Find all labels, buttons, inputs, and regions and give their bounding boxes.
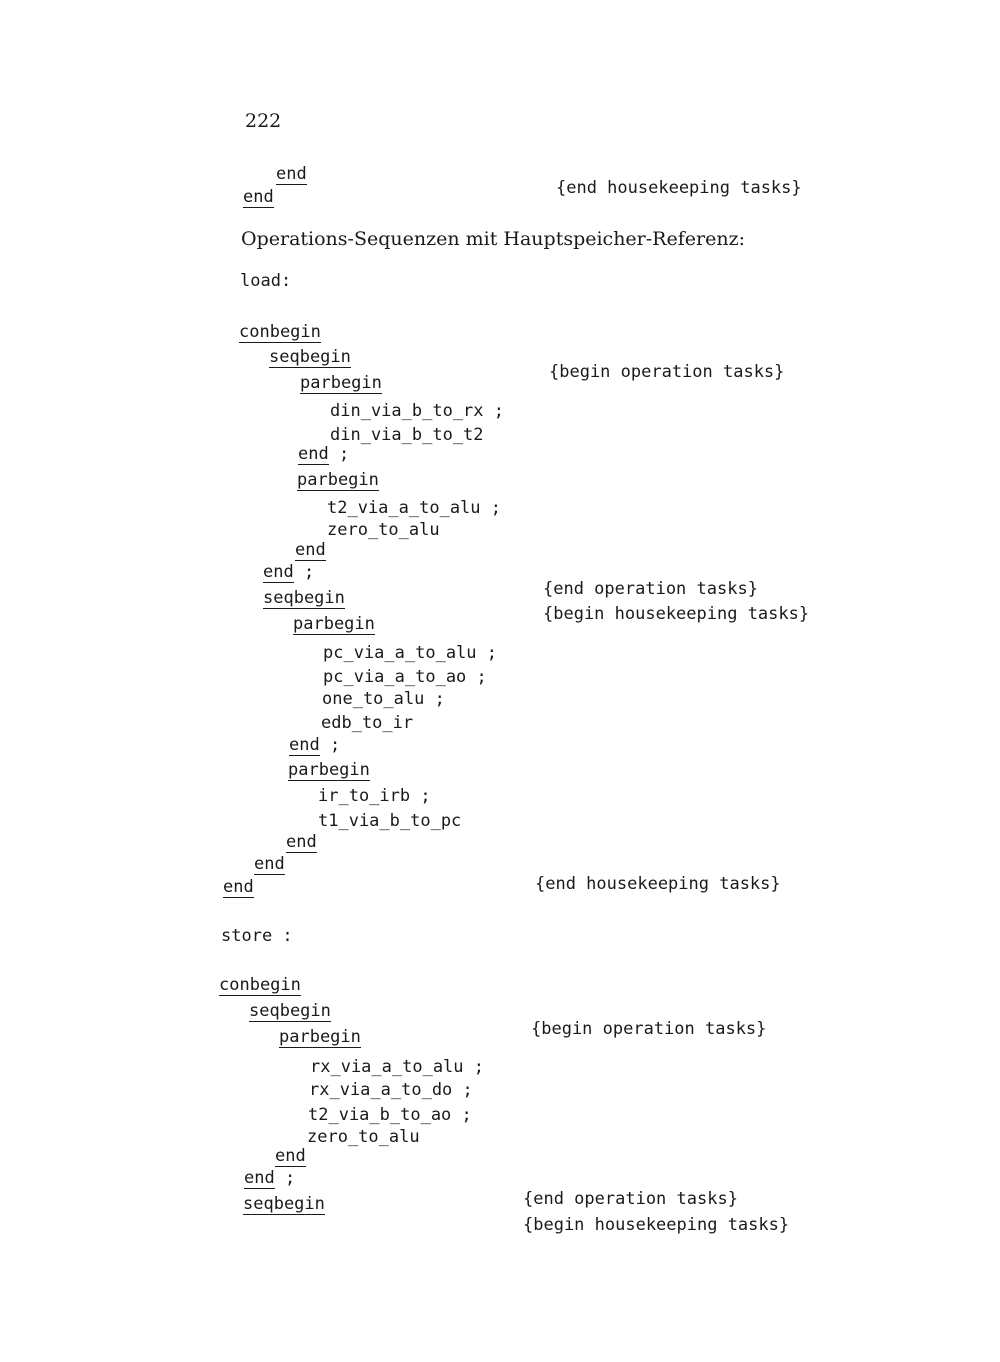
separator: ; bbox=[338, 444, 350, 464]
code-line-operation bbox=[327, 522, 440, 539]
keyword-conbegin: conbegin bbox=[219, 975, 301, 995]
code-line-conbegin bbox=[239, 324, 321, 343]
comment-end-operation: {end operation tasks} bbox=[543, 579, 758, 599]
operation: t2_via_a_to_alu bbox=[327, 498, 481, 518]
keyword-end: end bbox=[244, 1168, 275, 1188]
code-line-end bbox=[243, 189, 274, 208]
label-store: store : bbox=[221, 926, 293, 946]
code-line-operation bbox=[323, 669, 487, 686]
code-line-parbegin bbox=[288, 762, 370, 781]
operation: zero_to_alu bbox=[327, 520, 440, 540]
operation: pc_via_a_to_alu bbox=[323, 643, 477, 663]
code-line-conbegin bbox=[219, 977, 301, 996]
code-line-end bbox=[286, 834, 317, 853]
keyword-seqbegin: seqbegin bbox=[263, 588, 345, 608]
code-line-operation bbox=[322, 691, 445, 708]
operation: edb_to_ir bbox=[321, 713, 414, 733]
keyword-parbegin: parbegin bbox=[293, 614, 375, 634]
separator: ; bbox=[476, 667, 487, 687]
code-line-end bbox=[276, 166, 307, 185]
page-number: 222 bbox=[245, 110, 282, 132]
code-line-operation bbox=[309, 1082, 473, 1099]
keyword-conbegin: conbegin bbox=[239, 322, 321, 342]
separator: ; bbox=[490, 498, 502, 518]
comment-begin-operation: {begin operation tasks} bbox=[549, 362, 785, 382]
comment-end-housekeeping: {end housekeeping tasks} bbox=[556, 178, 802, 198]
separator: ; bbox=[420, 786, 431, 806]
keyword-seqbegin: seqbegin bbox=[243, 1194, 325, 1214]
comment-end-operation: {end operation tasks} bbox=[523, 1189, 738, 1209]
code-line-end bbox=[254, 856, 285, 875]
code-line-end bbox=[295, 542, 326, 561]
comment-begin-housekeeping: {begin housekeeping tasks} bbox=[543, 604, 810, 624]
operation: t1_via_b_to_pc bbox=[318, 811, 462, 831]
operation: rx_via_a_to_alu bbox=[310, 1057, 464, 1077]
keyword-end: end bbox=[298, 444, 329, 464]
code-line-end bbox=[289, 737, 340, 756]
operation: din_via_b_to_t2 bbox=[330, 425, 484, 445]
code-line-end bbox=[223, 879, 254, 898]
keyword-end: end bbox=[289, 735, 320, 755]
code-line-seqbegin bbox=[243, 1196, 325, 1215]
keyword-end: end bbox=[286, 832, 317, 852]
code-line-operation bbox=[323, 645, 497, 662]
code-line-seqbegin bbox=[269, 349, 351, 368]
keyword-end: end bbox=[275, 1146, 306, 1166]
keyword-seqbegin: seqbegin bbox=[249, 1001, 331, 1021]
operation: ir_to_irb bbox=[318, 786, 411, 806]
keyword-parbegin: parbegin bbox=[300, 373, 382, 393]
keyword-end: end bbox=[243, 187, 274, 207]
operation: t2_via_b_to_ao bbox=[308, 1105, 452, 1125]
code-line-parbegin bbox=[300, 375, 382, 394]
code-line-end bbox=[263, 564, 314, 583]
operation: rx_via_a_to_do bbox=[309, 1080, 453, 1100]
code-line-parbegin bbox=[297, 472, 379, 491]
code-line-operation bbox=[321, 715, 413, 732]
code-line-end bbox=[275, 1148, 306, 1167]
section-heading: Operations-Sequenzen mit Hauptspeicher-Referenz: bbox=[241, 228, 745, 250]
keyword-end: end bbox=[263, 562, 294, 582]
keyword-parbegin: parbegin bbox=[288, 760, 370, 780]
label-load: load: bbox=[240, 271, 292, 291]
keyword-end: end bbox=[295, 540, 326, 560]
code-line-operation bbox=[318, 813, 461, 830]
comment-begin-operation: {begin operation tasks} bbox=[531, 1019, 767, 1039]
keyword-parbegin: parbegin bbox=[279, 1027, 361, 1047]
code-line-parbegin bbox=[279, 1029, 361, 1048]
code-line-seqbegin bbox=[263, 590, 345, 609]
operation: din_via_b_to_rx bbox=[330, 401, 484, 421]
separator: ; bbox=[329, 735, 341, 755]
code-line-operation bbox=[307, 1129, 420, 1146]
separator: ; bbox=[461, 1105, 472, 1125]
keyword-end: end bbox=[254, 854, 285, 874]
code-line-seqbegin bbox=[249, 1003, 331, 1022]
code-line-operation bbox=[308, 1107, 472, 1124]
separator: ; bbox=[434, 689, 445, 709]
code-line-operation bbox=[327, 500, 501, 517]
keyword-end: end bbox=[276, 164, 307, 184]
code-line-operation bbox=[318, 788, 431, 805]
code-line-operation bbox=[330, 403, 504, 420]
separator: ; bbox=[473, 1057, 485, 1077]
separator: ; bbox=[462, 1080, 473, 1100]
keyword-parbegin: parbegin bbox=[297, 470, 379, 490]
separator: ; bbox=[284, 1168, 296, 1188]
separator: ; bbox=[303, 562, 315, 582]
code-line-end bbox=[298, 446, 349, 465]
code-line-parbegin bbox=[293, 616, 375, 635]
separator: ; bbox=[493, 401, 505, 421]
separator: ; bbox=[486, 643, 498, 663]
operation: one_to_alu bbox=[322, 689, 425, 709]
comment-end-housekeeping: {end housekeeping tasks} bbox=[535, 874, 781, 894]
code-line-operation bbox=[310, 1059, 484, 1076]
keyword-seqbegin: seqbegin bbox=[269, 347, 351, 367]
code-line-end bbox=[244, 1170, 295, 1189]
code-line-operation bbox=[330, 427, 484, 444]
keyword-end: end bbox=[223, 877, 254, 897]
operation: pc_via_a_to_ao bbox=[323, 667, 467, 687]
comment-begin-housekeeping: {begin housekeeping tasks} bbox=[523, 1215, 790, 1235]
operation: zero_to_alu bbox=[307, 1127, 420, 1147]
